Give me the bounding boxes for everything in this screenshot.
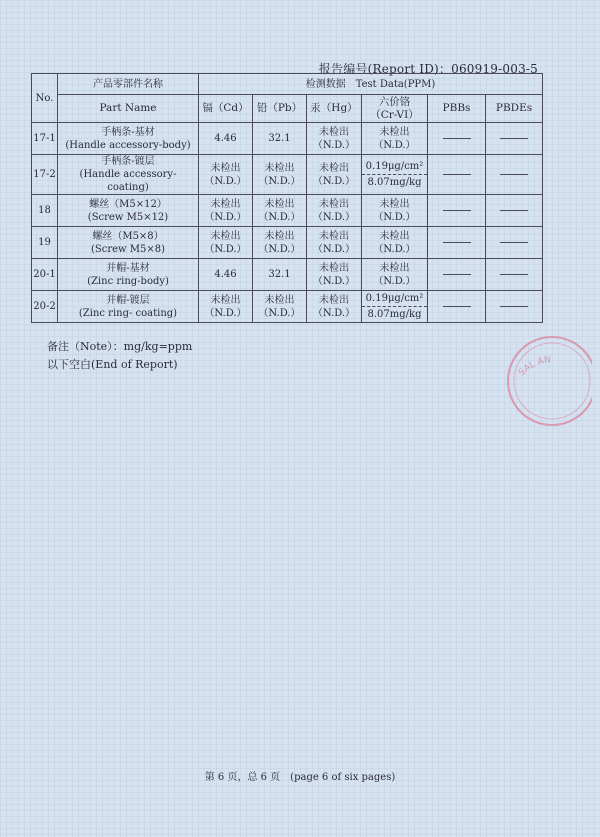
cd-value-b: （N.D.） — [204, 211, 247, 223]
pbbs-value — [428, 123, 486, 155]
table-row — [32, 195, 543, 227]
cd-value-a: 未检出 — [210, 230, 241, 242]
cr-value — [362, 195, 428, 227]
cd-value-b: （N.D.） — [204, 307, 247, 319]
cd-value — [199, 291, 253, 323]
dash-mark — [443, 274, 471, 275]
cd-value-a: 未检出 — [210, 294, 241, 306]
cr-value — [362, 259, 428, 291]
hg-value — [307, 123, 362, 155]
pb-value — [253, 123, 307, 155]
pbdes-value — [486, 123, 543, 155]
pb-value-b: （N.D.） — [258, 307, 301, 319]
pb-value-a: 未检出 — [264, 294, 295, 306]
report-id: 报告编号(Report ID)：060919-003-5 — [318, 62, 538, 76]
pb-value-a: 未检出 — [264, 162, 295, 174]
hg-value-a: 未检出 — [319, 198, 349, 210]
part-name-en: (Screw M5×12) — [87, 211, 169, 223]
pbdes-value — [486, 291, 543, 323]
part-name-en: (Screw M5×8) — [90, 243, 166, 255]
row-no — [32, 227, 58, 259]
part-name — [58, 259, 199, 291]
pb-value — [253, 195, 307, 227]
pb-value — [253, 155, 307, 195]
cr-header — [362, 95, 428, 123]
cd-value — [199, 227, 253, 259]
pb-value-text: 32.1 — [268, 269, 291, 280]
table-row — [32, 259, 543, 291]
pb-value-a: 未检出 — [264, 198, 295, 210]
cr-value-b: （N.D.） — [373, 243, 416, 255]
pb-value — [253, 227, 307, 259]
cd-value — [199, 123, 253, 155]
row-no-text: 17-2 — [33, 169, 56, 180]
note-unit: 备注（Note）：mg/kg=ppm — [47, 340, 193, 353]
row-no — [32, 155, 58, 195]
dash-mark — [500, 174, 528, 175]
pbdes-value — [486, 259, 543, 291]
pbbs-value — [428, 259, 486, 291]
hg-value — [307, 259, 362, 291]
cd-value — [199, 155, 253, 195]
hg-value-a: 未检出 — [319, 126, 349, 138]
row-no — [32, 195, 58, 227]
dash-mark — [443, 242, 471, 243]
cd-value-a: 未检出 — [210, 162, 241, 174]
table-row — [32, 155, 543, 195]
cr-value-b: （N.D.） — [373, 275, 416, 287]
part-name — [58, 291, 199, 323]
part-name-cn: 手柄条-镀层 — [101, 156, 155, 167]
pbbs-value — [428, 195, 486, 227]
part-name-cn: 螺丝（M5×8） — [92, 230, 164, 242]
part-name — [58, 155, 199, 195]
part-name-cn: 并帽-基材 — [106, 262, 150, 274]
hg-value — [307, 291, 362, 323]
hg-value — [307, 227, 362, 259]
row-no — [32, 259, 58, 291]
dash-mark — [500, 274, 528, 275]
pbbs-value — [428, 227, 486, 259]
pbbs-value — [428, 155, 486, 195]
pb-value-a: 未检出 — [264, 230, 295, 242]
part-name — [58, 123, 199, 155]
table-row — [32, 227, 543, 259]
hg-value-b: （N.D.） — [312, 139, 356, 151]
table-row — [32, 291, 543, 323]
pb-value — [253, 259, 307, 291]
pb-header: 铅（Pb） — [253, 95, 307, 123]
cd-value — [199, 259, 253, 291]
cr-value — [362, 123, 428, 155]
test-results-table — [31, 73, 543, 323]
hg-value-b: （N.D.） — [312, 211, 356, 223]
test-data-header: 检测数据 Test Data(PPM) — [199, 74, 543, 95]
pbbs-header: PBBs — [428, 95, 486, 123]
hg-value-b: （N.D.） — [312, 307, 356, 319]
row-no — [32, 123, 58, 155]
hg-value-a: 未检出 — [319, 262, 349, 274]
cd-header: 镉（Cd） — [199, 95, 253, 123]
pbdes-header: PBDEs — [486, 95, 543, 123]
dash-mark — [500, 138, 528, 139]
hg-value-a: 未检出 — [319, 230, 349, 242]
hg-value-b: （N.D.） — [312, 275, 356, 287]
dash-mark — [443, 138, 471, 139]
dash-mark — [443, 174, 471, 175]
no-header: No. — [32, 74, 58, 123]
cr-value-a: 未检出 — [379, 230, 410, 242]
cr-value — [362, 155, 428, 195]
row-no-text: 20-1 — [33, 269, 56, 280]
cd-value-text: 4.46 — [214, 133, 237, 144]
pb-value-b: （N.D.） — [258, 175, 301, 187]
cr-header-cn: 六价铬 — [378, 95, 411, 108]
pbdes-value — [486, 155, 543, 195]
cd-value-text: 4.46 — [214, 269, 237, 280]
pb-value-b: （N.D.） — [258, 211, 301, 223]
cr-value-b: 8.07mg/kg — [367, 177, 422, 188]
pbdes-value — [486, 195, 543, 227]
page-footer: 第 6 页，总 6 页 (page 6 of six pages) — [204, 772, 396, 783]
pb-value-b: （N.D.） — [258, 243, 301, 255]
dash-mark — [443, 306, 471, 307]
cr-value-a: 未检出 — [379, 262, 410, 274]
part-name-en: (Zinc ring-body) — [87, 275, 169, 287]
hg-header: 汞（Hg） — [307, 95, 362, 123]
cr-header-en: （Cr-VI） — [370, 108, 419, 121]
dash-mark — [443, 210, 471, 211]
notes — [47, 338, 192, 374]
cd-value-b: （N.D.） — [204, 243, 247, 255]
note-end: 以下空白(End of Report) — [47, 358, 178, 371]
stamp-seal-icon — [492, 326, 592, 426]
cr-value-a: 未检出 — [379, 126, 410, 138]
cd-value-b: （N.D.） — [204, 175, 247, 187]
row-no-text: 18 — [38, 205, 51, 216]
hg-value-a: 未检出 — [319, 162, 349, 174]
row-no-text: 20-2 — [33, 301, 56, 312]
hg-value — [307, 195, 362, 227]
part-name-en: (Zinc ring- coating) — [78, 307, 178, 319]
part-name-en: (Handle accessory- coating) — [79, 169, 177, 193]
pbbs-value — [428, 291, 486, 323]
cr-value-a: 未检出 — [379, 198, 410, 210]
cd-value-a: 未检出 — [210, 198, 241, 210]
cd-value — [199, 195, 253, 227]
cr-value-a: 0.19μg/cm² — [362, 159, 427, 175]
pb-value-text: 32.1 — [268, 133, 291, 144]
cr-value-b: 8.07mg/kg — [367, 309, 422, 320]
hg-value-b: （N.D.） — [312, 243, 356, 255]
hg-value-b: （N.D.） — [312, 175, 356, 187]
svg-text:SAL AN: SAL AN — [516, 355, 552, 379]
part-name-cn-header: 产品零部件名称 — [58, 74, 199, 95]
hg-value-a: 未检出 — [319, 294, 349, 306]
cr-value-b: （N.D.） — [373, 211, 416, 223]
pb-value — [253, 291, 307, 323]
part-name-cn: 手柄条-基材 — [101, 126, 155, 138]
part-name-cn: 螺丝（M5×12） — [89, 198, 167, 210]
cr-value — [362, 291, 428, 323]
cr-value-a: 0.19μg/cm² — [362, 291, 427, 307]
part-name-en-header: Part Name — [58, 95, 199, 123]
row-no-text: 19 — [38, 237, 51, 248]
cr-value-b: （N.D.） — [373, 139, 416, 151]
row-no — [32, 291, 58, 323]
cr-value — [362, 227, 428, 259]
part-name-cn: 并帽-镀层 — [106, 294, 150, 306]
row-no-text: 17-1 — [33, 133, 56, 144]
table-row — [32, 123, 543, 155]
part-name — [58, 227, 199, 259]
hg-value — [307, 155, 362, 195]
pbdes-value — [486, 227, 543, 259]
part-name-en: (Handle accessory-body) — [65, 139, 191, 151]
dash-mark — [500, 210, 528, 211]
part-name — [58, 195, 199, 227]
dash-mark — [500, 306, 528, 307]
dash-mark — [500, 242, 528, 243]
